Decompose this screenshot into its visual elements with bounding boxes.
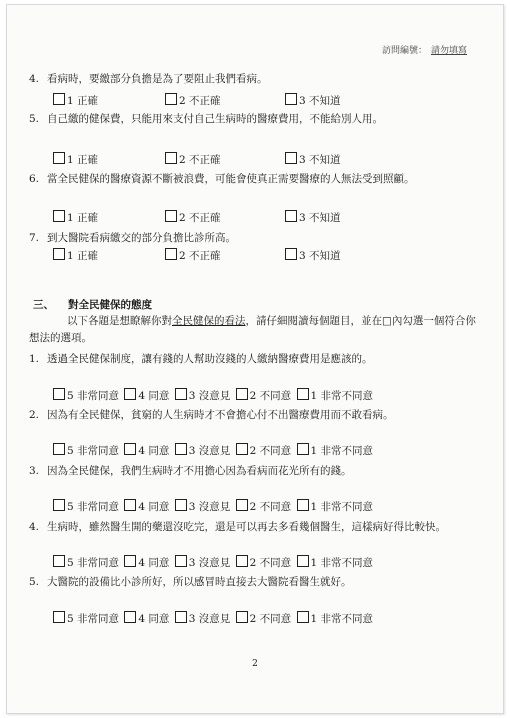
checkbox[interactable]	[175, 499, 187, 511]
checkbox[interactable]	[297, 555, 309, 567]
option-agree[interactable]: 4 同意	[124, 390, 169, 402]
option-strongly-agree[interactable]: 5 非常同意	[53, 501, 119, 513]
checkbox[interactable]	[175, 388, 187, 400]
checkbox[interactable]	[53, 555, 65, 567]
option-strongly-disagree[interactable]: 1 非常不同意	[297, 613, 374, 625]
question-number: 1.	[29, 353, 40, 365]
option-disagree[interactable]: 2 不同意	[236, 613, 292, 625]
option-strongly-disagree[interactable]: 1 非常不同意	[297, 445, 374, 457]
checkbox[interactable]	[124, 443, 136, 455]
interview-id-value: 請勿填寫	[430, 46, 467, 56]
option-strongly-agree[interactable]: 5 非常同意	[53, 390, 119, 402]
question-number: 5.	[29, 113, 40, 125]
interview-id-field	[382, 43, 467, 56]
answer-options-b4	[53, 555, 483, 571]
checkbox[interactable]	[297, 388, 309, 400]
checkbox[interactable]	[285, 152, 297, 164]
option-agree[interactable]: 4 同意	[124, 501, 169, 513]
checkbox[interactable]	[165, 93, 177, 105]
question-text: 看病時，要繳部分負擔是為了要阻止我們看病。	[47, 73, 268, 85]
section-heading	[33, 297, 152, 312]
question-text: 當全民健保的醫療資源不斷被浪費，可能會使真正需要醫療的人無法受到照顧。	[47, 173, 415, 185]
option-incorrect[interactable]: 2 不正確	[165, 210, 221, 225]
checkbox[interactable]	[175, 443, 187, 455]
option-correct[interactable]: 1 正確	[53, 93, 98, 108]
section-instructions: 以下各題是想瞭解你對全民健保的看法，請仔細閱讀每個題目，並在□內勾選一個符合你想法的選項。	[29, 315, 476, 344]
option-dont-know[interactable]: 3 不知道	[285, 210, 341, 225]
option-disagree[interactable]: 2 不同意	[236, 501, 292, 513]
answer-options-b2	[53, 443, 483, 459]
question-a7	[29, 230, 477, 247]
option-correct[interactable]: 1 正確	[53, 210, 98, 225]
checkbox[interactable]	[124, 499, 136, 511]
question-a5	[29, 111, 477, 128]
answer-options-b1	[53, 388, 483, 404]
option-no-opinion[interactable]: 3 沒意見	[175, 557, 231, 569]
question-text: 自己繳的健保費，只能用來支付自己生病時的醫療費用，不能給別人用。	[47, 113, 383, 125]
answer-options-b3	[53, 499, 483, 515]
checkbox[interactable]	[236, 499, 248, 511]
question-number: 5.	[29, 576, 40, 588]
checkbox[interactable]	[285, 93, 297, 105]
checkbox[interactable]	[236, 443, 248, 455]
option-disagree[interactable]: 2 不同意	[236, 390, 292, 402]
answer-options-a6	[53, 210, 453, 226]
question-number: 7.	[29, 232, 40, 244]
section-label: 三、	[33, 299, 54, 311]
question-b1	[29, 351, 477, 368]
question-number: 6.	[29, 173, 40, 185]
question-number: 2.	[29, 409, 40, 421]
question-number: 4.	[29, 521, 40, 533]
question-text: 大醫院的設備比小診所好，所以感冒時直接去大醫院看醫生就好。	[47, 576, 352, 588]
checkbox[interactable]	[175, 611, 187, 623]
option-strongly-disagree[interactable]: 1 非常不同意	[297, 557, 374, 569]
option-agree[interactable]: 4 同意	[124, 557, 169, 569]
checkbox[interactable]	[285, 210, 297, 222]
checkbox[interactable]	[53, 611, 65, 623]
option-incorrect[interactable]: 2 不正確	[165, 248, 221, 263]
option-incorrect[interactable]: 2 不正確	[165, 93, 221, 108]
option-disagree[interactable]: 2 不同意	[236, 557, 292, 569]
option-strongly-agree[interactable]: 5 非常同意	[53, 445, 119, 457]
interview-id-label: 訪問編號：	[381, 46, 427, 56]
checkbox[interactable]	[285, 248, 297, 260]
checkbox[interactable]	[236, 388, 248, 400]
question-b4	[29, 519, 477, 536]
section-title: 對全民健保的態度	[68, 299, 152, 311]
checkbox[interactable]	[297, 443, 309, 455]
checkbox[interactable]	[297, 499, 309, 511]
answer-options-a4	[53, 93, 453, 109]
question-number: 4.	[29, 73, 40, 85]
option-no-opinion[interactable]: 3 沒意見	[175, 390, 231, 402]
option-strongly-agree[interactable]: 5 非常同意	[53, 613, 119, 625]
question-a4	[29, 71, 477, 88]
question-a6	[29, 171, 477, 188]
question-text: 到大醫院看病繳交的部分負擔比診所高。	[47, 232, 236, 244]
checkbox[interactable]	[124, 555, 136, 567]
checkbox[interactable]	[53, 443, 65, 455]
checkbox[interactable]	[124, 611, 136, 623]
checkbox[interactable]	[236, 555, 248, 567]
option-strongly-disagree[interactable]: 1 非常不同意	[297, 501, 374, 513]
option-dont-know[interactable]: 3 不知道	[285, 93, 341, 108]
checkbox[interactable]	[53, 93, 65, 105]
option-disagree[interactable]: 2 不同意	[236, 445, 292, 457]
checkbox[interactable]	[165, 210, 177, 222]
question-text: 因為全民健保，我們生病時才不用擔心因為看病而花光所有的錢。	[47, 465, 352, 477]
option-agree[interactable]: 4 同意	[124, 613, 169, 625]
question-text: 透過全民健保制度，讓有錢的人幫助沒錢的人繳納醫療費用是應該的。	[47, 353, 373, 365]
option-correct[interactable]: 1 正確	[53, 248, 98, 263]
option-strongly-disagree[interactable]: 1 非常不同意	[297, 390, 374, 402]
option-incorrect[interactable]: 2 不正確	[165, 152, 221, 167]
document-page	[6, 4, 504, 714]
underlined-phrase: 全民健保的看法	[172, 315, 246, 327]
option-no-opinion[interactable]: 3 沒意見	[175, 613, 231, 625]
page-number: 2	[252, 659, 258, 669]
question-b5	[29, 574, 477, 591]
question-b3	[29, 463, 477, 480]
checkbox[interactable]	[297, 611, 309, 623]
option-dont-know[interactable]: 3 不知道	[285, 152, 341, 167]
answer-options-a5	[53, 152, 453, 168]
question-text: 生病時，雖然醫生開的藥還沒吃完，還是可以再去多看幾個醫生，這樣病好得比較快。	[47, 521, 446, 533]
option-strongly-agree[interactable]: 5 非常同意	[53, 557, 119, 569]
checkbox[interactable]	[236, 611, 248, 623]
checkbox[interactable]	[165, 248, 177, 260]
checkbox[interactable]	[124, 388, 136, 400]
checkbox[interactable]	[165, 152, 177, 164]
option-correct[interactable]: 1 正確	[53, 152, 98, 167]
checkbox[interactable]	[175, 555, 187, 567]
question-text: 因為有全民健保，貧窮的人生病時才不會擔心付不出醫療費用而不敢看病。	[47, 409, 394, 421]
answer-options-b5	[53, 611, 483, 627]
checkbox[interactable]	[53, 499, 65, 511]
option-agree[interactable]: 4 同意	[124, 445, 169, 457]
option-no-opinion[interactable]: 3 沒意見	[175, 501, 231, 513]
checkbox[interactable]	[53, 388, 65, 400]
checkbox[interactable]	[53, 152, 65, 164]
checkbox[interactable]	[53, 210, 65, 222]
answer-options-a7	[53, 248, 453, 264]
checkbox[interactable]	[53, 248, 65, 260]
option-no-opinion[interactable]: 3 沒意見	[175, 445, 231, 457]
option-dont-know[interactable]: 3 不知道	[285, 248, 341, 263]
question-b2	[29, 407, 477, 424]
question-number: 3.	[29, 465, 40, 477]
